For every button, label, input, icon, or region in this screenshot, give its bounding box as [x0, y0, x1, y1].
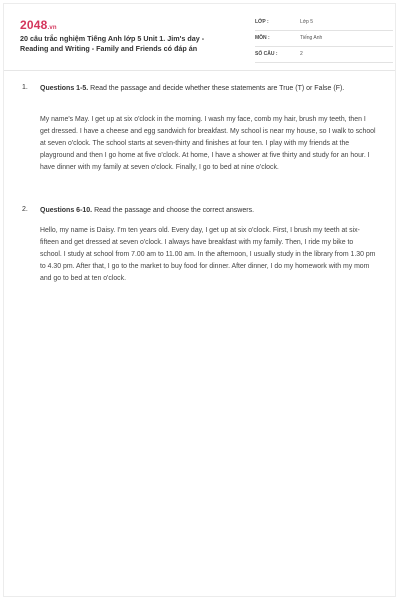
question-label: Questions 6-10. [40, 207, 93, 214]
meta-value-question-count: 2 [300, 51, 303, 57]
question-number: 1. [22, 84, 28, 91]
meta-value-grade: Lớp 5 [300, 19, 314, 25]
question-prompt [40, 84, 370, 95]
meta-row-subject [255, 34, 393, 47]
question-label: Questions 1-5. [40, 85, 89, 92]
worksheet-page [3, 3, 396, 597]
question-prompt [40, 206, 370, 217]
document-title: 20 câu trắc nghiệm Tiếng Anh lớp 5 Unit 1. Jim's day - Reading and Writing - Family and Friends có đáp án [20, 34, 205, 53]
meta-value-subject: Tiếng Anh [300, 35, 323, 41]
reading-passage: Hello, my name is Daisy. I'm ten years old. Every day, I get up at six o'clock. First, I brush my teeth at six-fifteen and get dressed at seven o'clock. I always have breakfast with my family. Then, I ride my bike to school. I study at school from 7.00 am to 11.00 am. In the afternoon, I usually study in the library from 1.30 pm to 4.30 pm. After that, I go to the market to buy food for dinner. After dinner, I do my homework with my mom and go to bed at ten o'clock. [40, 227, 376, 282]
logo-domain: .vn [47, 25, 57, 31]
meta-info-box [255, 18, 393, 66]
question-instruction: Read the passage and decide whether these statements are True (T) or False (F). [88, 85, 345, 92]
question-instruction: Read the passage and choose the correct answers. [92, 207, 255, 214]
meta-row-question-count [255, 50, 393, 63]
meta-row-grade [255, 18, 393, 31]
meta-key-grade: LỚP : [255, 19, 269, 25]
question-number: 2. [22, 206, 28, 213]
meta-key-subject: MÔN : [255, 35, 270, 41]
site-logo[interactable] [20, 18, 57, 32]
meta-key-question-count: SỐ CÂU : [255, 51, 278, 57]
reading-passage: My name's May. I get up at six o'clock in the morning. I wash my face, comb my hair, brush my teeth, then I get dressed. I have a cheese and egg sandwich for breakfast. My school is near my house, so I walk to school at seven o'clock. The school starts at seven-thirty and finishes at four ten. I play with my friends at the playground and then I go home at five o'clock. At home, I have a shower at five thirty and study for an hour. I have dinner with my family at seven o'clock. Finally, I go to bed at nine o'clock. [40, 116, 376, 171]
worksheet-header [20, 18, 382, 68]
logo-text: 2048 [20, 18, 48, 32]
header-divider [4, 70, 395, 71]
